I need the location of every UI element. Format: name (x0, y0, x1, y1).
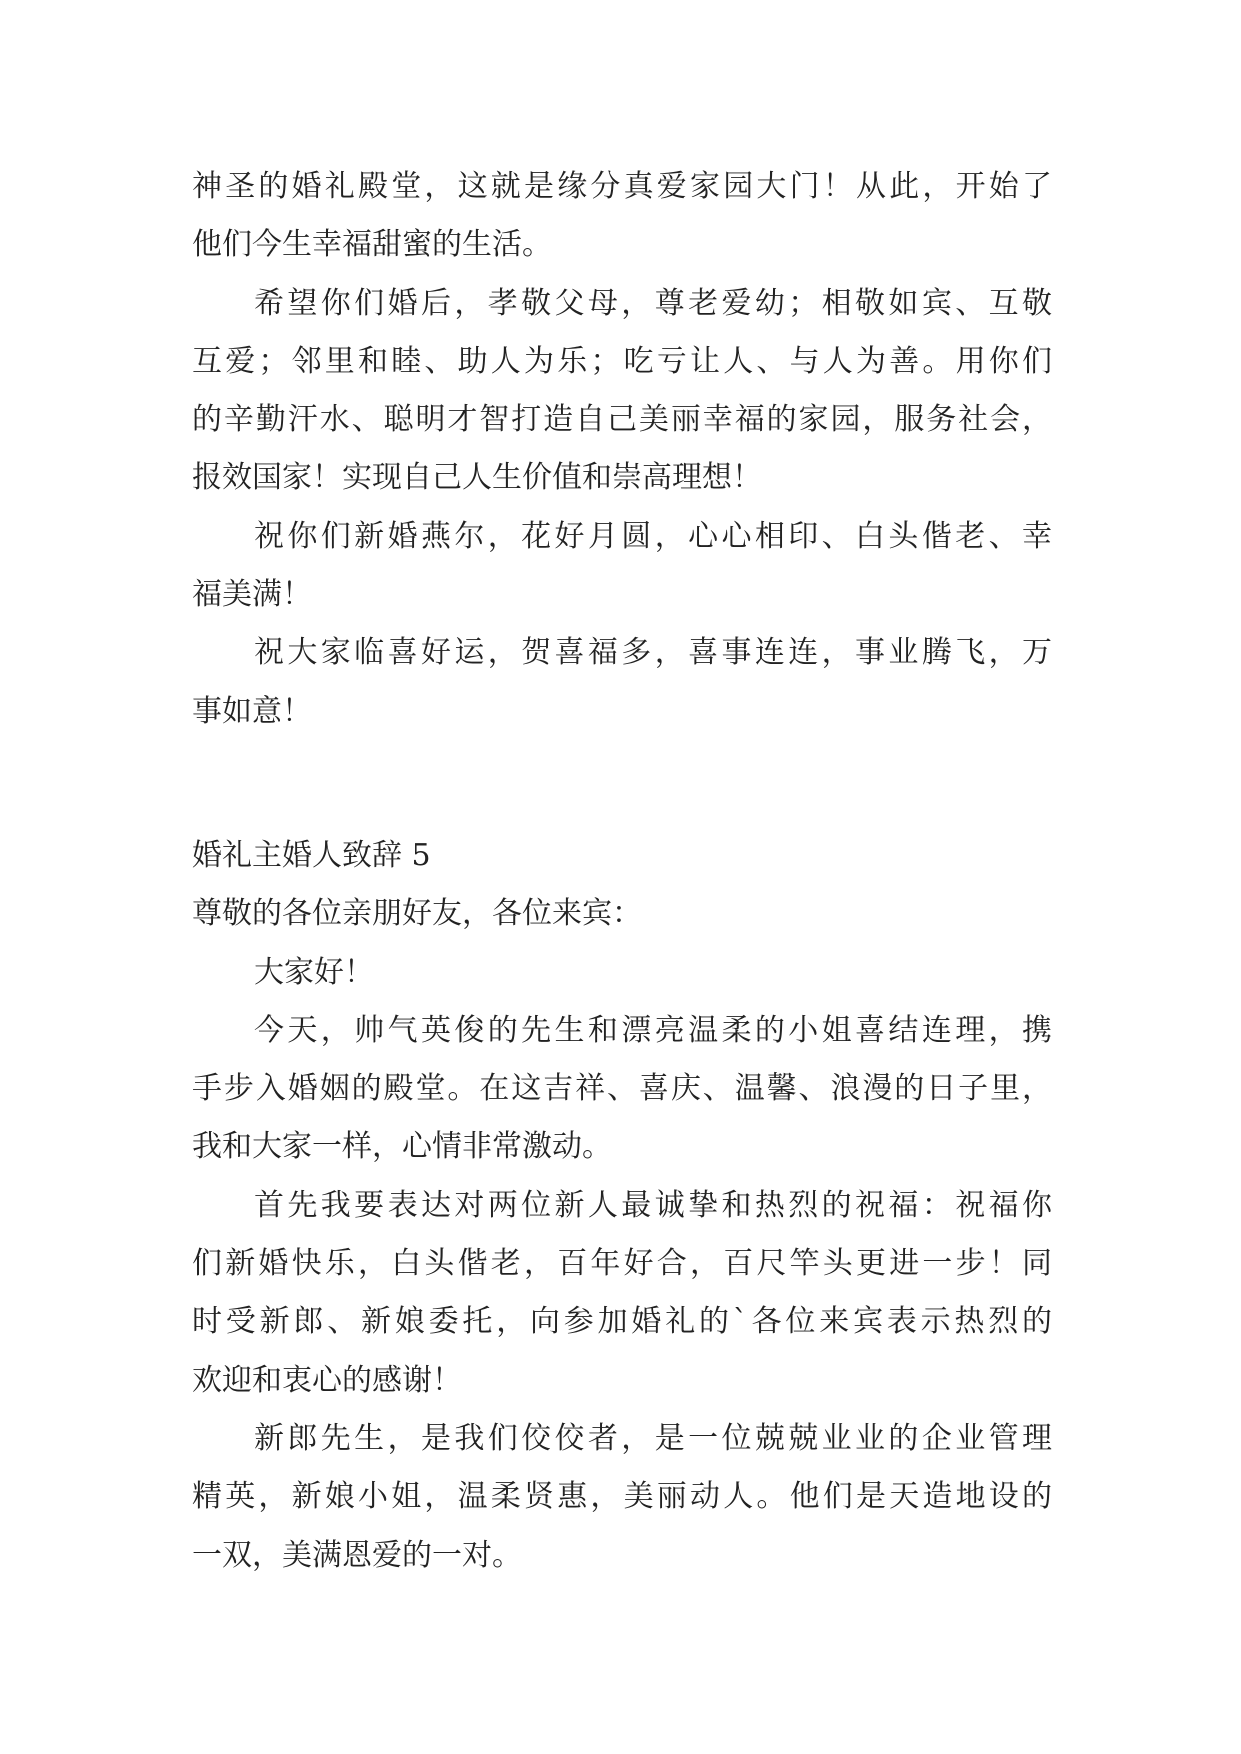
text-line: 福美满！ (192, 577, 312, 613)
paragraph (192, 158, 1052, 275)
paragraph (192, 508, 1052, 625)
text-line: 们新婚快乐，白头偕老，百年好合，百尺竿头更进一步！同 (192, 1246, 1052, 1282)
paragraph (192, 624, 1052, 741)
text-line: 首先我要表达对两位新人最诚挚和热烈的祝福：祝福你 (254, 1187, 1052, 1223)
text-line: 互爱；邻里和睦、助人为乐；吃亏让人、与人为善。用你们 (192, 343, 1052, 379)
text-line: 报效国家！实现自己人生价值和崇高理想！ (192, 460, 762, 496)
text-line: 精英，新娘小姐，温柔贤惠，美丽动人。他们是天造地设的 (192, 1479, 1052, 1515)
paragraph (192, 1177, 1052, 1410)
text-line: 一双，美满恩爱的一对。 (192, 1537, 522, 1573)
text-line: 手步入婚姻的殿堂。在这吉祥、喜庆、温馨、浪漫的日子里， (192, 1071, 1052, 1107)
text-line: 希望你们婚后，孝敬父母，尊老爱幼；相敬如宾、互敬 (254, 285, 1052, 321)
paragraph (192, 275, 1052, 508)
text-line: 祝你们新婚燕尔，花好月圆，心心相印、白头偕老、幸 (254, 518, 1052, 554)
paragraph (192, 1410, 1052, 1585)
section-title: 婚礼主婚人致辞 5 (192, 837, 431, 873)
salutation: 尊敬的各位亲朋好友，各位来宾： (192, 896, 642, 932)
text-line: 新郎先生，是我们佼佼者，是一位兢兢业业的企业管理 (254, 1420, 1052, 1456)
text-line: 神圣的婚礼殿堂，这就是缘分真爱家园大门！从此，开始了 (192, 169, 1052, 204)
text-line: 今天，帅气英俊的先生和漂亮温柔的小姐喜结连理，携 (254, 1012, 1052, 1048)
text-line: 他们今生幸福甜蜜的生活。 (192, 227, 552, 263)
text-line: 我和大家一样，心情非常激动。 (192, 1129, 612, 1165)
text-line: 事如意！ (192, 693, 312, 729)
document-page (192, 158, 1052, 1585)
paragraph (192, 1002, 1052, 1177)
text-line: 祝大家临喜好运，贺喜福多，喜事连连，事业腾飞，万 (254, 635, 1052, 671)
text-line: 时受新郎、新娘委托，向参加婚礼的`各位来宾表示热烈的 (192, 1304, 1052, 1340)
text-line: 的辛勤汗水、聪明才智打造自己美丽幸福的家园，服务社会， (192, 402, 1052, 438)
paragraph (192, 944, 1052, 1002)
text-line: 大家好！ (254, 954, 374, 990)
section-gap (192, 741, 1052, 827)
text-line: 欢迎和衷心的感谢！ (192, 1362, 462, 1398)
